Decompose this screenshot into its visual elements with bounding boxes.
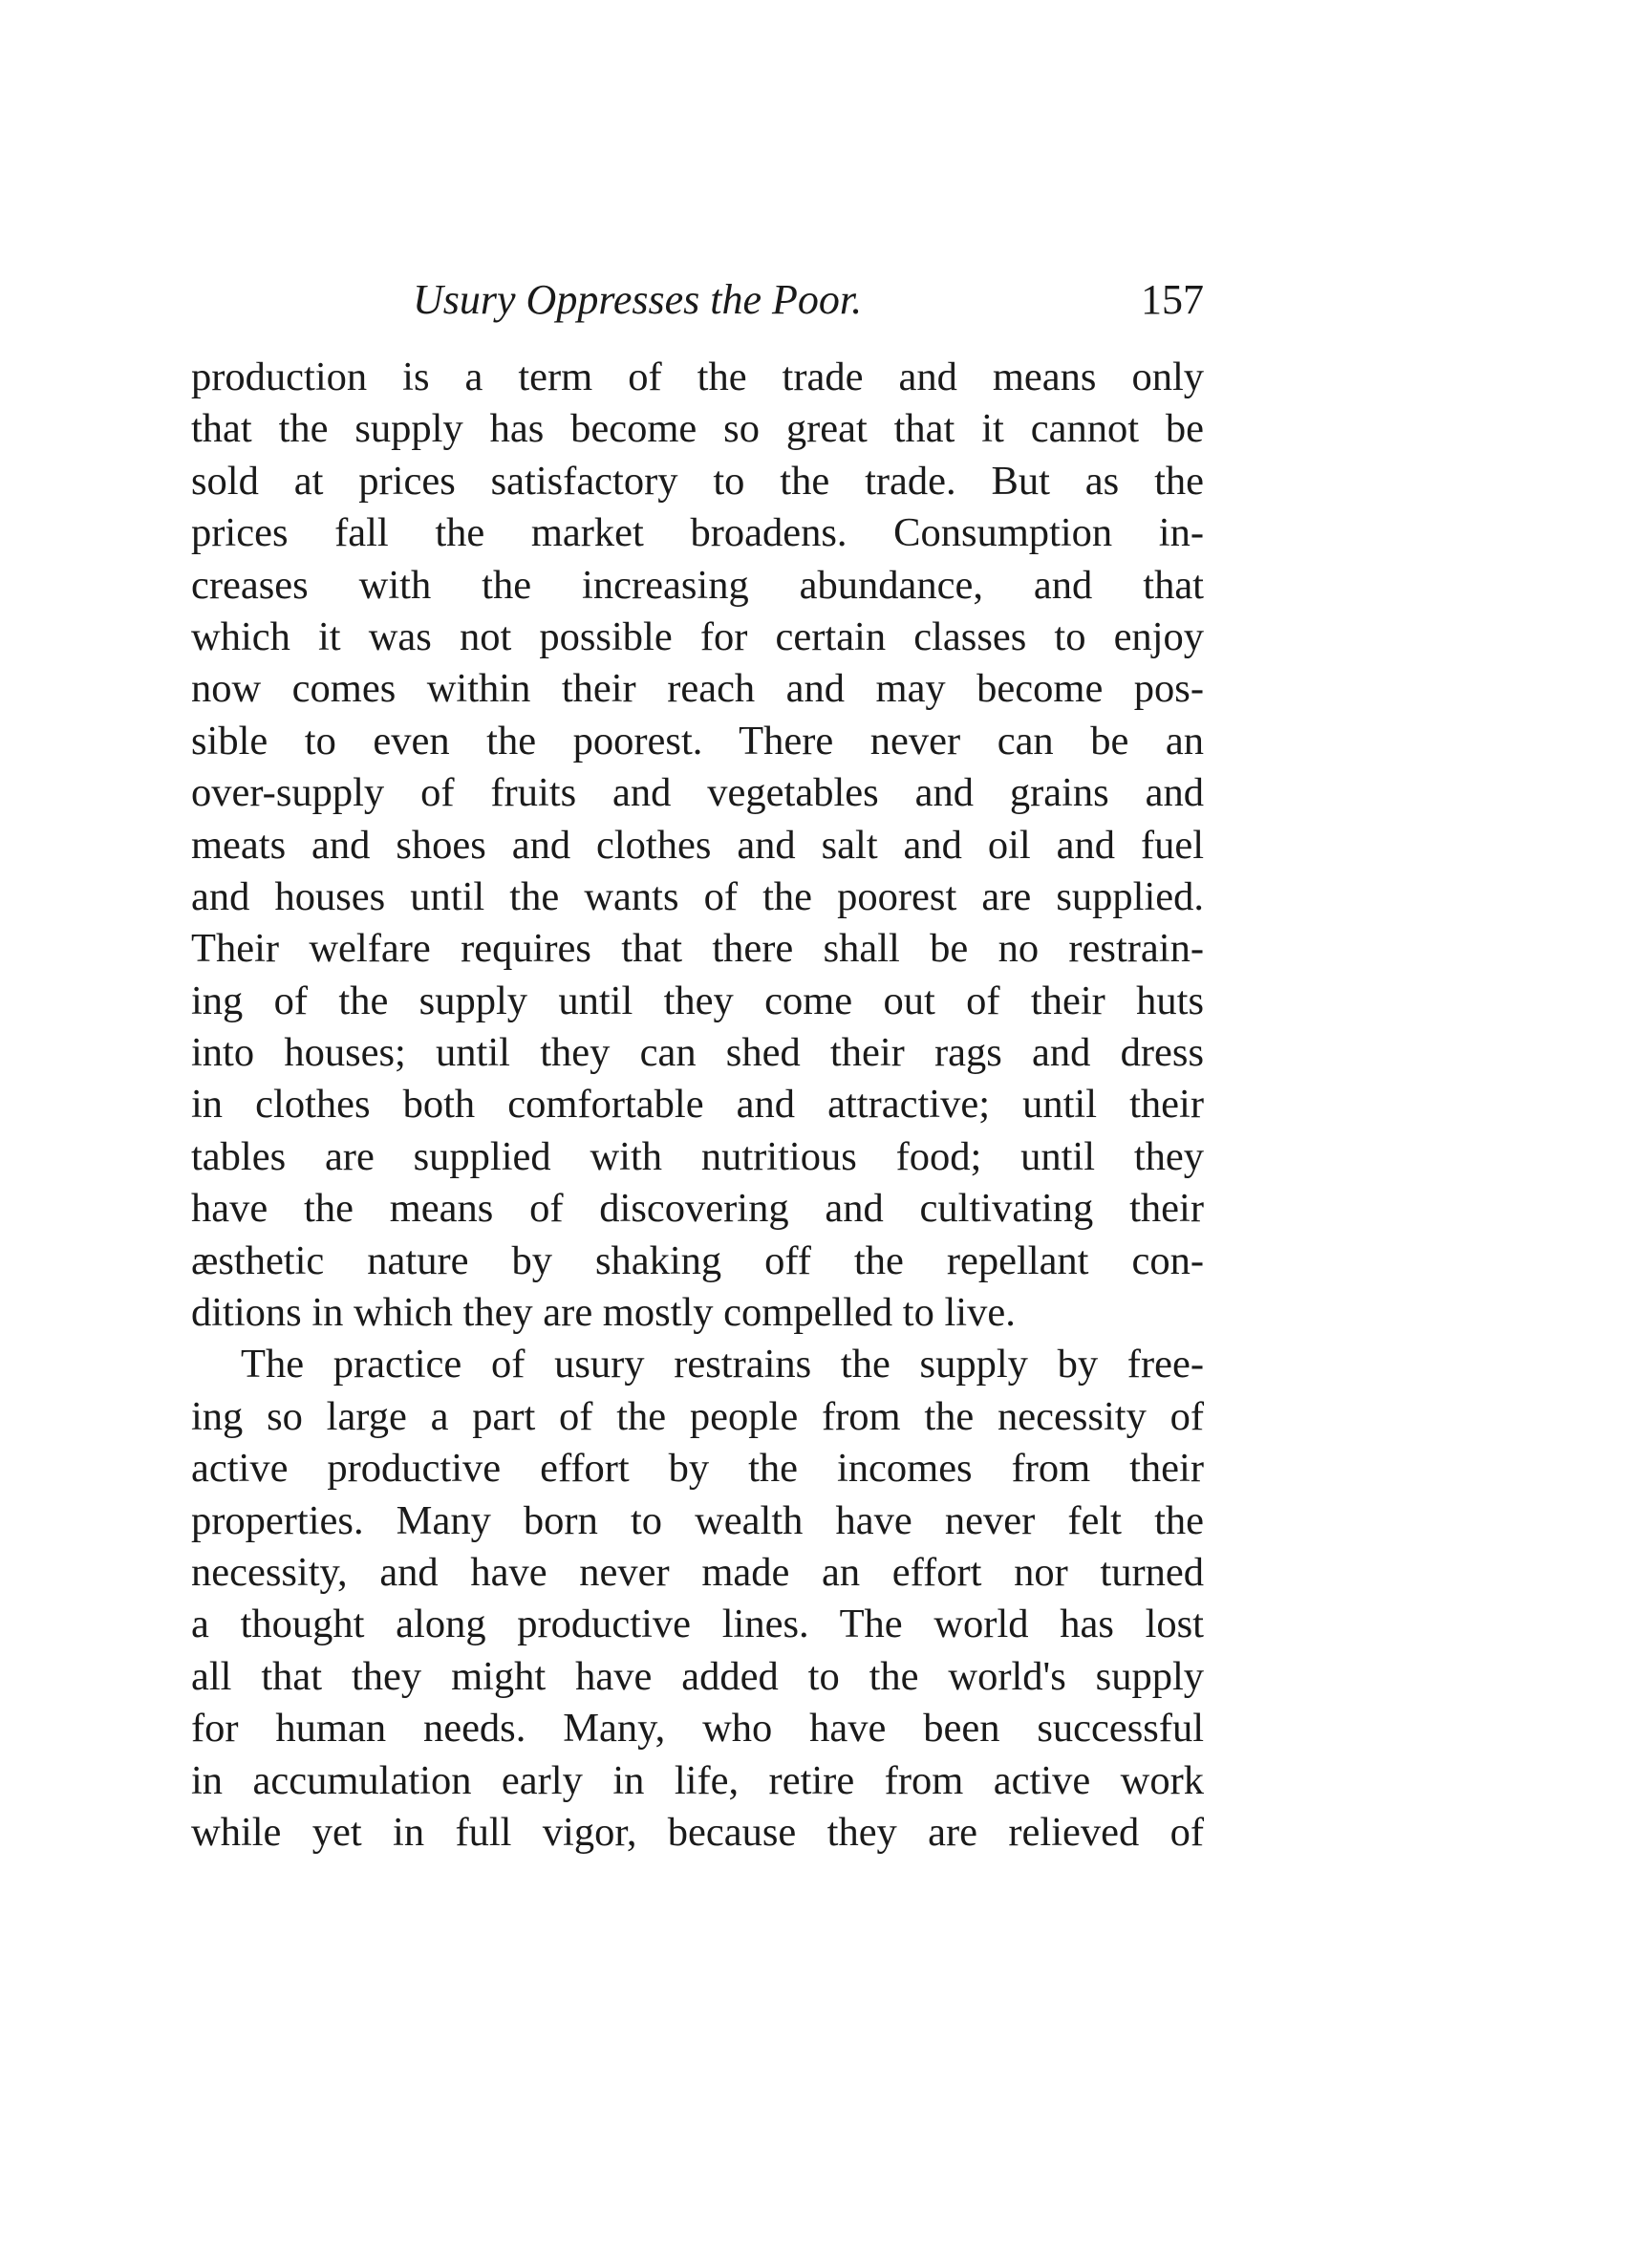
text-line: for human needs. Many, who have been successful <box>191 1706 1204 1752</box>
text-line: over-supply of fruits and vegetables and grains and <box>191 770 1204 816</box>
text-line: now comes within their reach and may become pos- <box>191 666 1204 712</box>
text-line: in accumulation early in life, retire from active work <box>191 1757 1204 1803</box>
running-head <box>191 269 1204 331</box>
text-line: active productive effort by the incomes from their <box>191 1446 1204 1492</box>
paragraph-1 <box>191 352 1204 1339</box>
text-line: ing of the supply until they come out of their huts <box>191 978 1204 1023</box>
text-line: The practice of usury restrains the supply by free- <box>241 1342 1204 1387</box>
text-line: creases with the increasing abundance, and that <box>191 562 1204 608</box>
text-line: that the supply has become so great that it cannot be <box>191 406 1204 452</box>
text-line: production is a term of the trade and means only <box>191 355 1204 399</box>
text-line: æsthetic nature by shaking off the repellant con- <box>191 1237 1204 1283</box>
text-line: properties. Many born to wealth have never felt the <box>191 1497 1204 1543</box>
running-title: Usury Oppresses the Poor. <box>413 276 863 323</box>
text-line: have the means of discovering and cultivating their <box>191 1186 1204 1232</box>
text-line: while yet in full vigor, because they are relieved of <box>191 1809 1204 1855</box>
text-line: meats and shoes and clothes and salt and oil and fuel <box>191 822 1204 868</box>
page-number: 157 <box>1141 276 1204 323</box>
text-line: Their welfare requires that there shall be no restrain- <box>191 926 1204 972</box>
text-line: necessity, and have never made an effort nor turned <box>191 1549 1204 1595</box>
text-line: ing so large a part of the people from the necessity of <box>191 1393 1204 1439</box>
text-line: into houses; until they can shed their rags and dress <box>191 1030 1204 1076</box>
text-line: sible to even the poorest. There never can be an <box>191 718 1204 763</box>
text-line: ditions in which they are mostly compelled to live. <box>191 1290 1016 1336</box>
text-line: prices fall the market broadens. Consumption in- <box>191 510 1204 556</box>
text-line: a thought along productive lines. The world has lost <box>191 1602 1204 1647</box>
text-line: in clothes both comfortable and attractive; until their <box>191 1082 1204 1128</box>
text-line: all that they might have added to the world's supply <box>191 1653 1204 1699</box>
text-line: and houses until the wants of the poorest are supplied. <box>191 873 1204 919</box>
text-line: sold at prices satisfactory to the trade. But as the <box>191 458 1204 504</box>
text-line: which it was not possible for certain classes to enjoy <box>191 613 1204 659</box>
paragraph-2 <box>191 1339 1204 1859</box>
body-text <box>191 352 1204 1859</box>
text-line: tables are supplied with nutritious food; until they <box>191 1133 1204 1179</box>
